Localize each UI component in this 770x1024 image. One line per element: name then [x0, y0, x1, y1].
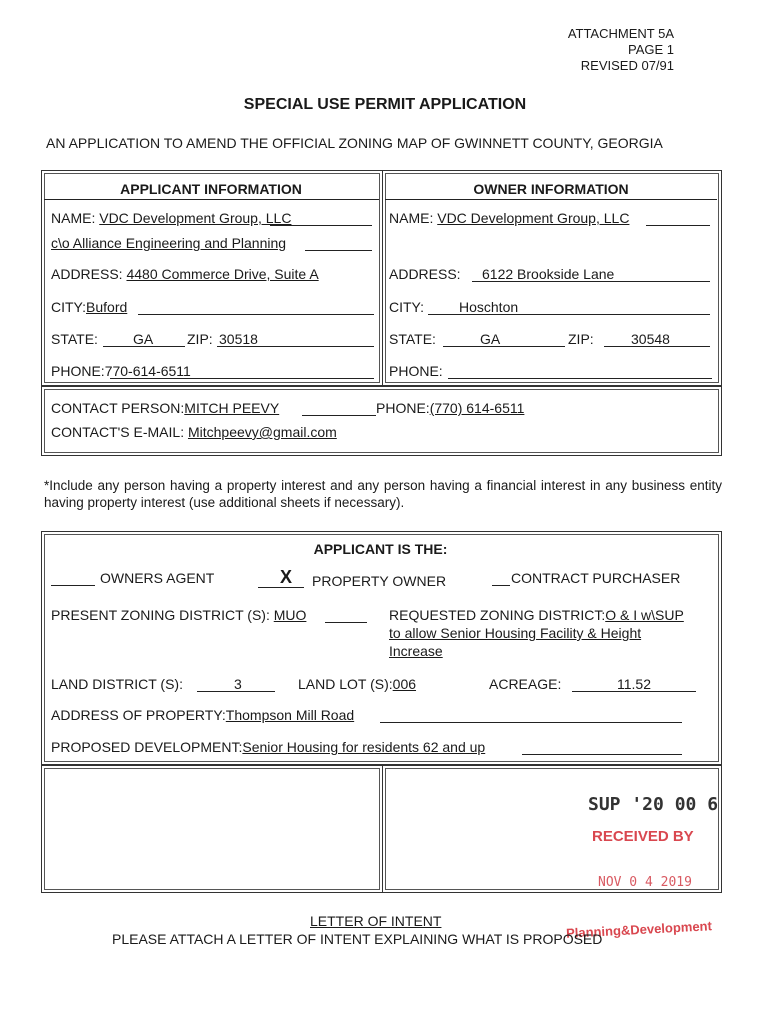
page-title: SPECIAL USE PERMIT APPLICATION — [243, 96, 527, 113]
property-address-value: Thompson Mill Road — [225, 707, 355, 723]
contact-phone-value: (770) 614-6511 — [429, 400, 525, 416]
owner-zip-label: ZIP: — [568, 331, 594, 347]
applicant-city-field: CITY:Buford — [51, 299, 128, 315]
contract-purchaser-option: CONTRACT PURCHASER — [511, 570, 681, 586]
owner-zip-value: 30548 — [631, 331, 670, 347]
applicant-state-line — [103, 346, 185, 347]
interest-note: *Include any person having a property interest and any person having a financial interest in any business entity having property interest (use additional sheets if necessary). — [44, 478, 722, 510]
applicant-city-line — [138, 314, 374, 315]
applicant-name-value: VDC Development Group, LLC — [99, 210, 292, 226]
owner-state-value: GA — [480, 331, 501, 347]
applicant-info-heading: APPLICANT INFORMATION — [120, 181, 302, 197]
applicant-name-line — [270, 225, 372, 226]
applicant-is-box — [41, 531, 722, 765]
owner-zip-line — [604, 346, 710, 347]
department-stamp: Planning&Development — [565, 918, 713, 941]
owner-phone-line — [448, 378, 712, 379]
owners-agent-option: OWNERS AGENT — [100, 570, 215, 586]
owner-city-label: CITY: — [389, 299, 425, 315]
applicant-name-line2: c\o Alliance Engineering and Planning — [51, 235, 287, 251]
owner-name-field: NAME: VDC Development Group, LLC — [389, 210, 630, 226]
property-address-line — [380, 722, 682, 723]
land-district-value: 3 — [234, 676, 242, 692]
requested-zoning-line3: Increase — [389, 643, 443, 659]
page-label: PAGE 1 — [627, 42, 674, 57]
property-address-field: ADDRESS OF PROPERTY:Thompson Mill Road — [51, 707, 355, 723]
owner-city-value: Hoschton — [459, 299, 519, 315]
owner-info-heading: OWNER INFORMATION — [473, 181, 629, 197]
requested-zoning-line2: to allow Senior Housing Facility & Height — [389, 625, 642, 641]
requested-zoning-field: REQUESTED ZONING DISTRICT:O & I w\SUP — [389, 607, 684, 623]
proposed-development-line — [522, 754, 682, 755]
contract-purchaser-blank — [492, 585, 510, 586]
received-date-stamp: NOV 0 4 2019 — [598, 875, 692, 890]
acreage-line — [572, 691, 696, 692]
contact-person-field: CONTACT PERSON:MITCH PEEVY — [51, 400, 280, 416]
land-lot-value: 006 — [392, 676, 417, 692]
revised-label: REVISED 07/91 — [580, 58, 674, 73]
applicant-address-field: ADDRESS: 4480 Commerce Drive, Suite A — [51, 266, 319, 282]
applicant-zip-value: 30518 — [219, 331, 258, 347]
applicant-zip-line — [217, 346, 374, 347]
owners-agent-blank — [51, 585, 95, 586]
applicant-address-value: 4480 Commerce Drive, Suite A — [126, 266, 319, 282]
requested-zoning-value: O & I w\SUP — [605, 607, 684, 623]
applicant-phone-line — [110, 378, 374, 379]
land-district-label: LAND DISTRICT (S): — [51, 676, 183, 692]
case-number-stamp: SUP '20 00 6 — [588, 794, 719, 815]
acreage-label: ACREAGE: — [489, 676, 562, 692]
applicant-state-value: GA — [133, 331, 154, 347]
received-by-stamp: RECEIVED BY — [592, 828, 694, 845]
present-zoning-value: MUO — [273, 607, 307, 623]
contact-person-line — [302, 415, 376, 416]
proposed-development-field: PROPOSED DEVELOPMENT:Senior Housing for residents 62 and up — [51, 739, 486, 755]
owner-city-line — [428, 314, 710, 315]
contact-email-field: CONTACT'S E-MAIL: Mitchpeevy@gmail.com — [51, 424, 337, 440]
attachment-label: ATTACHMENT 5A — [567, 26, 674, 41]
letter-of-intent-heading: LETTER OF INTENT — [310, 913, 442, 929]
owner-state-label: STATE: — [389, 331, 436, 347]
owner-address-value: 6122 Brookside Lane — [482, 266, 615, 282]
applicant-zip-label: ZIP: — [187, 331, 213, 347]
page-subtitle: AN APPLICATION TO AMEND THE OFFICIAL ZONING MAP OF GWINNETT COUNTY, GEORGIA — [46, 135, 663, 151]
property-owner-option: PROPERTY OWNER — [312, 573, 447, 589]
owner-heading-divider — [385, 199, 717, 200]
contact-phone-field: PHONE:(770) 614-6511 — [376, 400, 525, 416]
owner-address-label: ADDRESS: — [389, 266, 461, 282]
property-owner-mark: X — [280, 567, 293, 587]
owner-name-value: VDC Development Group, LLC — [437, 210, 630, 226]
acreage-value: 11.52 — [617, 676, 651, 692]
owner-address-line — [472, 281, 710, 282]
present-zoning-field: PRESENT ZONING DISTRICT (S): MUO — [51, 607, 307, 623]
present-zoning-line — [325, 622, 367, 623]
owner-phone-label: PHONE: — [389, 363, 443, 379]
applicant-phone-value: 770-614-6511 — [104, 363, 191, 379]
office-use-left-box — [41, 765, 383, 893]
letter-of-intent-instruction: PLEASE ATTACH A LETTER OF INTENT EXPLAINING WHAT IS PROPOSED — [112, 931, 603, 947]
land-lot-field: LAND LOT (S):006 — [298, 676, 417, 692]
contact-email-value: Mitchpeevy@gmail.com — [187, 424, 337, 440]
applicant-name-field: NAME: VDC Development Group, LLC — [51, 210, 292, 226]
applicant-city-value: Buford — [86, 299, 128, 315]
applicant-is-heading: APPLICANT IS THE: — [313, 541, 448, 557]
proposed-development-value: Senior Housing for residents 62 and up — [242, 739, 486, 755]
contact-person-value: MITCH PEEVY — [184, 400, 280, 416]
applicant-state-label: STATE: — [51, 331, 98, 347]
owner-name-line — [646, 225, 710, 226]
owner-state-line — [443, 346, 565, 347]
land-district-line — [197, 691, 275, 692]
applicant-phone-field: PHONE:770-614-6511 — [51, 363, 191, 379]
applicant-heading-divider — [44, 199, 379, 200]
contact-box — [41, 386, 722, 456]
applicant-name2-line — [305, 250, 372, 251]
